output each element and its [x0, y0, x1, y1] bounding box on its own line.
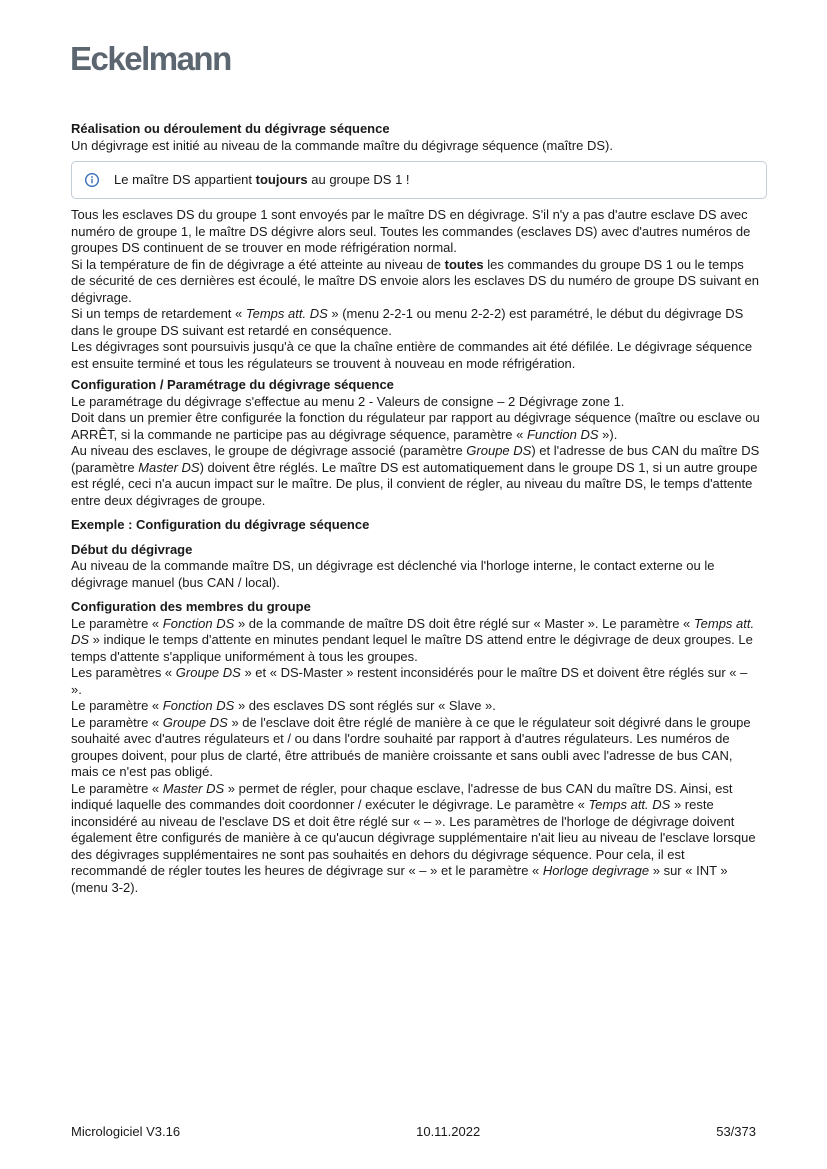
paragraph: Le paramètre « Fonction DS » des esclaves DS sont réglés sur « Slave ». — [71, 698, 496, 713]
section-title-realisation: Réalisation ou déroulement du dégivrage séquence — [71, 121, 390, 136]
section-title-start: Début du dégivrage — [71, 541, 193, 557]
section-title-members: Configuration des membres du groupe — [71, 599, 311, 614]
footer-version: Micrologiciel V3.16 — [71, 1124, 181, 1139]
paragraph: Le paramètre « Groupe DS » de l'esclave doit être réglé de manière à ce que le régulateur soit dégivré dans le groupe souhaité avec d'autres régulateurs et / ou dans l'ordre souhaité par rapport à d'autres régulateurs. Les numéros de groupes doivent, pour plus de clarté, être attribués de manière croissante et sans oubli avec l'adresse de bus CAN, mais ce n'est pas obligé. — [71, 714, 751, 779]
paragraph: Le paramètre « Master DS » permet de régler, pour chaque esclave, l'adresse de bus CAN du maître DS. Ainsi, est indiqué laquelle des commandes doit coordonner / exécuter le dégivrage. Le paramètre « Temps att. DS » reste inconsidéré au niveau de l'esclave DS et doit être réglé sur « – ». Les paramètres de l'horloge de dégivrage doivent également être configurés de manière à ce qu'aucun dégivrage supplémentaire n'ait lieu au niveau de l'esclave lorsque des dégivrages supplémentaires ne sont pas souhaités en dehors du dégivrage séquence. Pour cela, il est recommandé de régler toutes les heures de dégivrage sur « – » et le paramètre « Horloge degivrage » sur « INT » (menu 3-2). — [71, 780, 756, 895]
info-note — [71, 161, 767, 199]
section-title-example: Exemple : Configuration du dégivrage séquence — [71, 517, 370, 532]
paragraph: Si un temps de retardement « Temps att. DS » (menu 2-2-1 ou menu 2-2-2) est paramétré, le début du dégivrage DS dans le groupe DS suivant est retardé en conséquence. — [71, 306, 744, 338]
paragraph: Doit dans un premier être configurée la fonction du régulateur par rapport au dégivrage séquence (maître ou esclave ou ARRÊT, si la commande ne participe pas au dégivrage séquence, paramètre « Function DS »). — [71, 410, 760, 442]
paragraph: Tous les esclaves DS du groupe 1 sont envoyés par le maître DS en dégivrage. S'il n'y a pas d'autre esclave DS avec numéro de groupe 1, le maître DS dégivre alors seul. Toutes les commandes (esclaves DS) avec d'autres numéros de groupes DS continuent de se trouver en mode réfrigération normal. — [71, 207, 751, 255]
paragraph: Si la température de fin de dégivrage a été atteinte au niveau de toutes les commandes du groupe DS 1 ou le temps de sécurité de ces dernières est écoulé, le maître DS envoie alors les esclaves DS du numéro de groupe DS suivant en dégivrage. — [71, 256, 759, 305]
paragraph: Les dégivrages sont poursuivis jusqu'à ce que la chaîne entière de commandes ait été défilée. Le dégivrage séquence est ensuite terminé et tous les régulateurs se trouvent à nouveau en mode réfrigération. — [71, 339, 753, 371]
document-body — [71, 121, 761, 896]
paragraph: Un dégivrage est initié au niveau de la commande maître du dégivrage séquence (maître DS). — [71, 137, 613, 153]
footer-date: 10.11.2022 — [416, 1124, 481, 1139]
footer-page-number: 53/373 — [716, 1124, 756, 1139]
info-icon — [84, 172, 100, 188]
paragraph: Au niveau de la commande maître DS, un dégivrage est déclenché via l'horloge interne, le contact externe ou le dégivrage manuel (bus CAN / local). — [71, 558, 715, 590]
info-note-text: Le maître DS appartient toujours au groupe DS 1 ! — [114, 171, 410, 187]
paragraph: Le paramètre « Fonction DS » de la commande de maître DS doit être réglé sur « Master ». Le paramètre « Temps att. DS » indique le temps d'attente en minutes pendant lequel le maître DS attend entre le dégivrage de deux groupes. Le temps d'attente s'applique uniformément à tous les groupes. — [71, 615, 755, 664]
paragraph: Les paramètres « Groupe DS » et « DS-Master » restent inconsidérés pour le maître DS et doivent être réglés sur « – ». — [71, 665, 748, 697]
paragraph: Le paramétrage du dégivrage s'effectue au menu 2 - Valeurs de consigne – 2 Dégivrage zone 1. — [71, 393, 625, 409]
brand-logo: Eckelmann — [70, 40, 231, 77]
page-footer — [71, 1124, 756, 1139]
paragraph: Au niveau des esclaves, le groupe de dégivrage associé (paramètre Groupe DS) et l'adresse de bus CAN du maître DS (paramètre Master DS) doivent être réglés. Le maître DS est automatiquement dans le groupe DS 1, si un autre groupe est réglé, ceci n'a aucun impact sur le maître. De plus, il convient de régler, au niveau du maître DS, le temps d'attente entre deux dégivrages de groupe. — [71, 443, 760, 508]
section-title-configuration: Configuration / Paramétrage du dégivrage séquence — [71, 377, 394, 392]
